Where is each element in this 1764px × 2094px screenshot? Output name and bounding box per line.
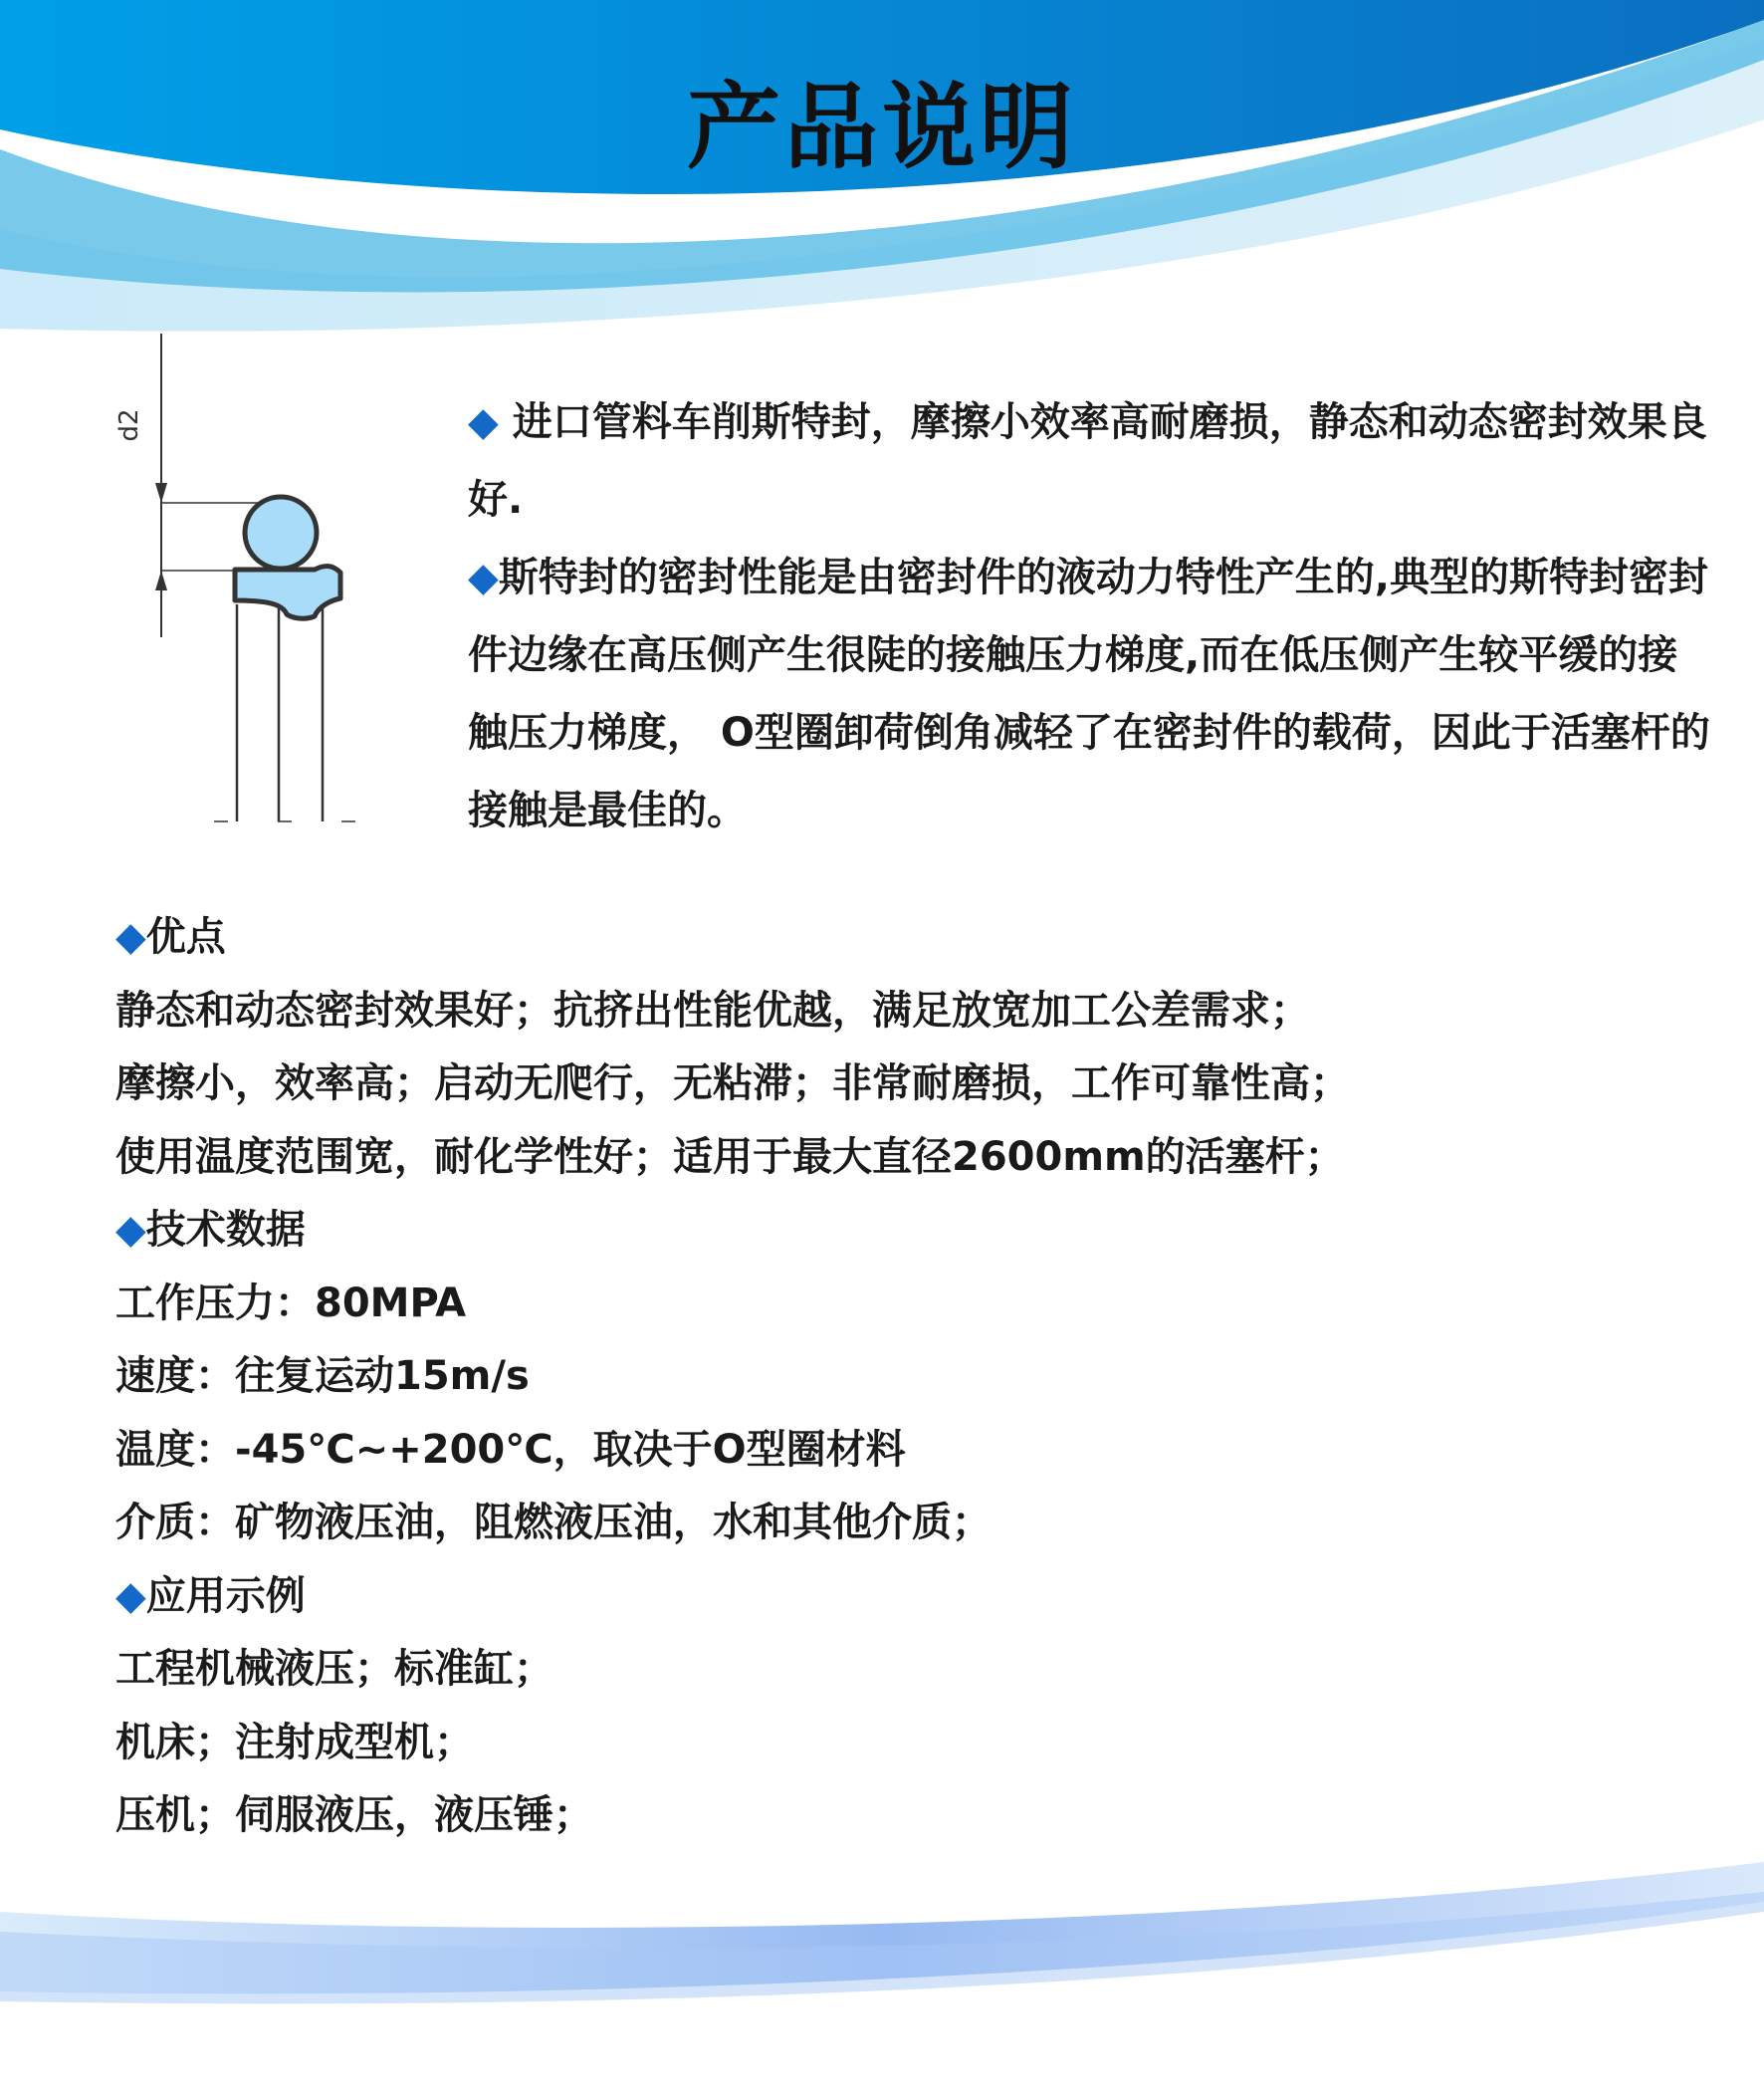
seal-cross-section-diagram: [114, 334, 378, 841]
intro-description: [468, 383, 1712, 849]
diamond-bullet-icon: ◆: [468, 399, 499, 445]
application-line: 机床；注射成型机；: [115, 1719, 474, 1765]
dimension-label-d2: d2: [114, 408, 144, 442]
section-heading-text: 应用示例: [145, 1572, 306, 1619]
tech-data-line: 速度：往复运动15m/s: [115, 1353, 530, 1399]
intro-paragraph-text: 进口管料车削斯特封，摩擦小效率高耐磨损，静态和动态密封效果良好.: [468, 399, 1707, 523]
section-heading: [115, 1560, 1668, 1634]
advantage-line: 使用温度范围宽，耐化学性好；适用于最大直径2600mm的活塞杆；: [115, 1133, 1345, 1180]
section-heading: [115, 1194, 1668, 1268]
diamond-bullet-icon: ◆: [115, 1572, 146, 1619]
section-heading: [115, 901, 1668, 975]
tech-data-line: 温度：-45℃~+200℃，取决于O型圈材料: [115, 1426, 906, 1473]
o-ring: [245, 497, 317, 569]
section-technical-data: [115, 1194, 1668, 1560]
advantage-line: 摩擦小，效率高；启动无爬行，无粘滞；非常耐磨损，工作可靠性高；: [115, 1060, 1350, 1106]
advantage-line: 静态和动态密封效果好；抗挤出性能优越，满足放宽加工公差需求；: [115, 987, 1310, 1034]
intro-paragraph: [468, 539, 1712, 849]
diamond-bullet-icon: ◆: [115, 914, 146, 960]
footer-wave-decoration: [0, 1852, 1764, 2094]
application-line: 压机；伺服液压，液压锤；: [115, 1792, 593, 1838]
section-heading-text: 技术数据: [145, 1207, 306, 1253]
diamond-bullet-icon: ◆: [468, 555, 499, 600]
section-heading-text: 优点: [145, 914, 226, 960]
content-sections: [115, 901, 1668, 1853]
tech-data-line: 介质：矿物液压油，阻燃液压油，水和其他介质；: [115, 1500, 992, 1545]
section-applications: [115, 1560, 1668, 1853]
intro-paragraph: [468, 383, 1712, 539]
application-line: 工程机械液压；标准缸；: [115, 1646, 553, 1692]
tech-data-line: 工作压力：80MPA: [115, 1280, 467, 1326]
page-title: 产品说明: [686, 74, 1077, 182]
intro-paragraph-text: 斯特封的密封性能是由密封件的液动力特性产生的,典型的斯特封密封件边缘在高压侧产生很陡的接触压力梯度,而在低压侧产生较平缓的接触压力梯度， O型圈卸荷倒角减轻了在密封件的载荷，因此于活塞杆的接触是最佳的。: [468, 555, 1710, 833]
diamond-bullet-icon: ◆: [115, 1207, 146, 1253]
section-advantages: [115, 901, 1668, 1194]
